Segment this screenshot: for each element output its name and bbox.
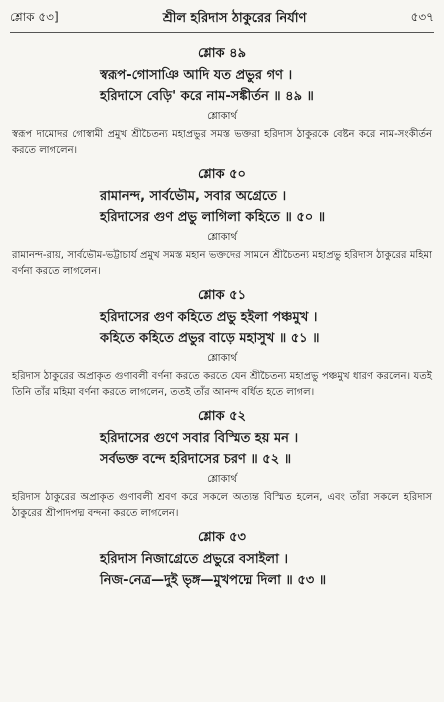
verse-line: হরিদাস নিজাগ্রেতে প্রভুরে বসাইলা । [100, 552, 289, 567]
header-rule [10, 32, 434, 33]
verse-text [12, 65, 432, 107]
verse-line: হরিদাসের গুণে সবার বিস্মিত হয় মন । [100, 431, 299, 446]
translation-title: শ্লোকার্থ [207, 474, 237, 485]
verse-block-51 [12, 286, 432, 401]
verse-line: হরিদাসে বেড়ি' করে নাম-সঙ্কীর্তন ॥ ৪৯ ॥ [100, 89, 314, 104]
verse-block-49 [12, 44, 432, 159]
verse-title: শ্লোক ৫২ [197, 409, 247, 424]
verse-text [12, 307, 432, 349]
translation-title: শ্লোকার্থ [207, 232, 237, 243]
header-verse-ref: শ্লোক ৫৩] [10, 10, 59, 24]
verse-line: হরিদাসের গুণ প্রভু লাগিলা কহিতে ॥ ৫০ ॥ [100, 210, 326, 225]
translation-text: রামানন্দ-রায়, সার্বভৌম-ভট্টাচার্য প্রমুখ সমস্ত মহান ভক্তদের সামনে শ্রীচৈতন্য মহাপ্রভু হরিদাস ঠাকুরের মহিমা বর্ণনা করতে লাগলেন। [12, 250, 432, 277]
verse-line: নিজ-নেত্র—দুই ভৃঙ্গ—মুখপদ্মে দিলা ॥ ৫৩ ॥ [100, 573, 327, 588]
translation-text: স্বরূপ দামোদর গোস্বামী প্রমুখ শ্রীচৈতন্য মহাপ্রভুর সমস্ত ভক্তরা হরিদাস ঠাকুরকে বেষ্টন করে নাম-সংকীর্তন করতে লাগলেন। [12, 129, 432, 156]
verse-line: কহিতে কহিতে প্রভুর বাড়ে মহাসুখ ॥ ৫১ ॥ [100, 331, 320, 346]
verse-line: হরিদাসের গুণ কহিতে প্রভু হইলা পঞ্চমুখ । [100, 310, 318, 325]
page-number: ৫৩৭ [410, 10, 434, 24]
verse-line: সর্বভক্ত বন্দে হরিদাসের চরণ ॥ ৫২ ॥ [100, 452, 292, 467]
translation-text: হরিদাস ঠাকুরের অপ্রাকৃত গুণাবলী বর্ণনা করতে করতে যেন শ্রীচৈতন্য মহাপ্রভু পঞ্চমুখ ধারণ করলেন। যতই তিনি তাঁর মহিমা বর্ণনা করতে লাগলেন, ততই তাঁর আনন্দ বর্ধিত হতে লাগল। [12, 371, 432, 398]
translation-text: হরিদাস ঠাকুরের অপ্রাকৃত গুণাবলী শ্রবণ করে সকলে অত্যন্ত বিস্মিত হলেন, এবং তাঁরা সকলে হরিদাস ঠাকুরের শ্রীপাদপদ্ম বন্দনা করতে লাগলেন। [12, 492, 432, 519]
verse-text [12, 186, 432, 228]
verse-text [12, 428, 432, 470]
translation-title: শ্লোকার্থ [207, 353, 237, 364]
page-header [10, 8, 434, 30]
verse-text [12, 549, 432, 591]
verse-block-53 [12, 528, 432, 591]
page-content [12, 38, 432, 591]
verse-title: শ্লোক ৫১ [197, 288, 247, 303]
chapter-title: শ্রীল হরিদাস ঠাকুরের নির্যাণ [162, 10, 307, 26]
verse-block-52 [12, 407, 432, 522]
verse-line: স্বরূপ-গোসাঞি আদি যত প্রভুর গণ । [100, 68, 293, 83]
verse-title: শ্লোক ৫৩ [197, 530, 247, 545]
verse-block-50 [12, 165, 432, 280]
translation-title: শ্লোকার্থ [207, 111, 237, 122]
verse-title: শ্লোক ৪৯ [197, 46, 247, 61]
verse-title: শ্লোক ৫০ [197, 167, 247, 182]
verse-line: রামানন্দ, সার্বভৌম, সবার অগ্রেতে । [100, 189, 287, 204]
